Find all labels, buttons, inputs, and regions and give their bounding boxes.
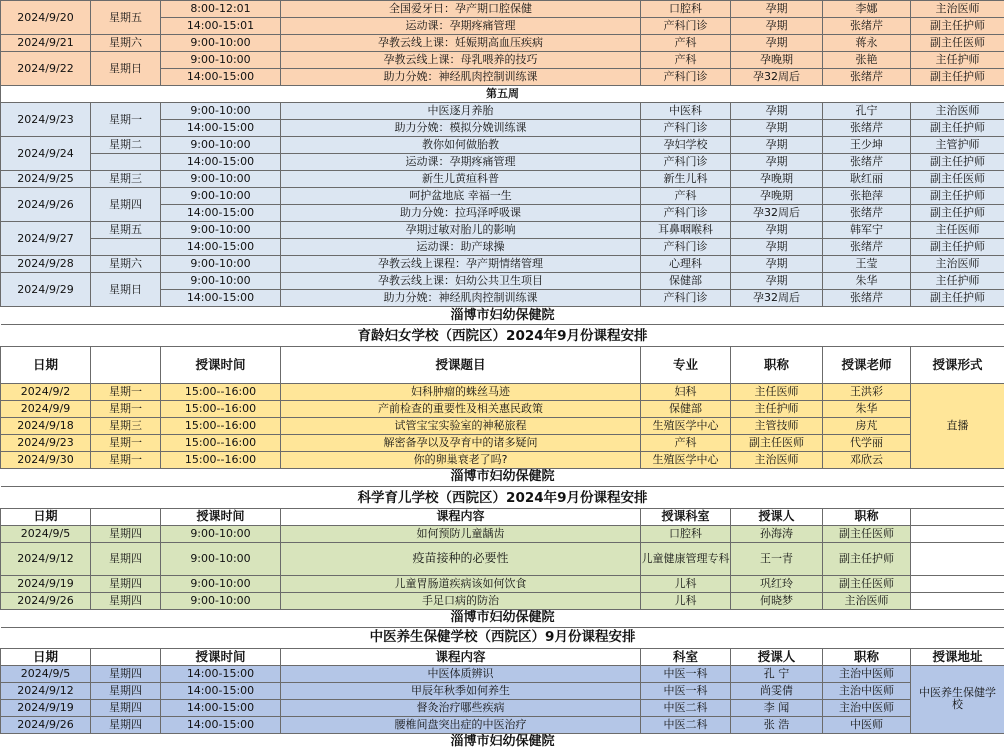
teacher-cell[interactable]: 张绪芹 bbox=[823, 154, 911, 171]
topic-cell[interactable]: 呵护盆地底 幸福一生 bbox=[281, 188, 641, 205]
dept-cell[interactable]: 产科 bbox=[641, 188, 731, 205]
empty-cell[interactable] bbox=[911, 575, 1004, 592]
date-cell[interactable]: 2024/9/27 bbox=[1, 222, 91, 256]
weekday-cell[interactable]: 星期四 bbox=[91, 665, 161, 682]
weekday-cell[interactable]: 星期五 bbox=[91, 222, 161, 239]
dept-cell[interactable]: 儿童健康管理专科 bbox=[641, 542, 731, 575]
stage-cell[interactable]: 孕晚期 bbox=[731, 52, 823, 69]
topic-cell[interactable]: 教你如何做胎教 bbox=[281, 137, 641, 154]
header-rank[interactable]: 职称 bbox=[823, 648, 911, 665]
rank-cell[interactable]: 主治医师 bbox=[731, 451, 823, 468]
stage-cell[interactable]: 孕晚期 bbox=[731, 171, 823, 188]
date-cell[interactable]: 2024/9/24 bbox=[1, 137, 91, 171]
table-row bbox=[1, 256, 1004, 273]
title-cell[interactable]: 主任医师 bbox=[911, 222, 1004, 239]
section-title[interactable]: 育龄妇女学校（西院区）2024年9月份课程安排 bbox=[357, 328, 648, 345]
table-row bbox=[1, 451, 1004, 468]
header-dept[interactable]: 科室 bbox=[641, 648, 731, 665]
content-cell[interactable]: 督灸治疗哪些疾病 bbox=[281, 699, 641, 716]
dept-cell[interactable]: 产科门诊 bbox=[641, 120, 731, 137]
section-title-row bbox=[1, 327, 1004, 346]
major-cell[interactable]: 生殖医学中心 bbox=[641, 451, 731, 468]
empty-cell[interactable] bbox=[911, 592, 1004, 609]
topic-cell[interactable]: 新生儿黄疸科普 bbox=[281, 171, 641, 188]
dept-cell[interactable]: 产科门诊 bbox=[641, 69, 731, 86]
rank-cell[interactable]: 中医师 bbox=[823, 716, 911, 733]
title-cell[interactable]: 主治医师 bbox=[911, 1, 1004, 18]
header-teacher[interactable]: 授课老师 bbox=[823, 346, 911, 383]
header-blank[interactable] bbox=[91, 648, 161, 665]
header-place[interactable]: 授课地址 bbox=[911, 648, 1004, 665]
rank-cell[interactable]: 副主任医师 bbox=[823, 575, 911, 592]
topic-cell[interactable]: 试管宝宝实验室的神秘旅程 bbox=[281, 417, 641, 434]
rank-cell[interactable]: 主治中医师 bbox=[823, 665, 911, 682]
content-cell[interactable]: 儿童胃肠道疾病该如何饮食 bbox=[281, 575, 641, 592]
date-cell[interactable]: 2024/9/26 bbox=[1, 188, 91, 222]
teacher-cell[interactable]: 朱华 bbox=[823, 400, 911, 417]
teacher-cell[interactable]: 张绪芹 bbox=[823, 69, 911, 86]
table-row bbox=[1, 665, 1004, 682]
hospital-band-row bbox=[1, 733, 1004, 750]
date-cell[interactable]: 2024/9/9 bbox=[1, 400, 91, 417]
teacher-cell[interactable]: 孔宁 bbox=[823, 103, 911, 120]
date-cell[interactable]: 2024/9/26 bbox=[1, 716, 91, 733]
header-row bbox=[1, 648, 1004, 665]
time-cell[interactable]: 15:00--16:00 bbox=[161, 417, 281, 434]
header-date[interactable]: 日期 bbox=[1, 346, 91, 383]
topic-cell[interactable]: 产前检查的重要性及相关惠民政策 bbox=[281, 400, 641, 417]
header-row bbox=[1, 508, 1004, 525]
place-cell[interactable]: 中医养生保健学校 bbox=[911, 665, 1004, 733]
weekday-cell[interactable]: 星期五 bbox=[91, 1, 161, 35]
dept-cell[interactable]: 产科门诊 bbox=[641, 154, 731, 171]
teacher-cell[interactable]: 何晓梦 bbox=[731, 592, 823, 609]
rank-cell[interactable]: 主治中医师 bbox=[823, 682, 911, 699]
table-row bbox=[1, 171, 1004, 188]
title-cell[interactable]: 主治医师 bbox=[911, 256, 1004, 273]
stage-cell[interactable]: 孕期 bbox=[731, 256, 823, 273]
teacher-cell[interactable]: 孔 宁 bbox=[731, 665, 823, 682]
weekday-cell[interactable]: 星期一 bbox=[91, 434, 161, 451]
topic-cell[interactable]: 全国爱牙日：孕产期口腔保健 bbox=[281, 1, 641, 18]
date-cell[interactable]: 2024/9/18 bbox=[1, 417, 91, 434]
header-blank[interactable] bbox=[91, 346, 161, 383]
time-cell[interactable]: 14:00-15:00 bbox=[161, 665, 281, 682]
time-cell[interactable]: 9:00-10:00 bbox=[161, 273, 281, 290]
table-row bbox=[1, 273, 1004, 290]
date-cell[interactable]: 2024/9/12 bbox=[1, 682, 91, 699]
stage-cell[interactable]: 孕期 bbox=[731, 222, 823, 239]
header-format[interactable]: 授课形式 bbox=[911, 346, 1004, 383]
dept-cell[interactable]: 中医二科 bbox=[641, 716, 731, 733]
table-row bbox=[1, 137, 1004, 154]
stage-cell[interactable]: 孕32周后 bbox=[731, 205, 823, 222]
week-label[interactable]: 第五周 bbox=[1, 86, 1004, 103]
weekday-cell[interactable]: 星期四 bbox=[91, 188, 161, 222]
title-cell[interactable]: 副主任医师 bbox=[911, 171, 1004, 188]
date-cell[interactable]: 2024/9/23 bbox=[1, 103, 91, 137]
table-row bbox=[1, 716, 1004, 733]
hospital-name[interactable]: 淄博市妇幼保健院 bbox=[1, 307, 1004, 325]
dept-cell[interactable]: 产科门诊 bbox=[641, 18, 731, 35]
time-cell[interactable]: 9:00-10:00 bbox=[161, 575, 281, 592]
teacher-cell[interactable]: 张艳萍 bbox=[823, 188, 911, 205]
time-cell[interactable]: 9:00-10:00 bbox=[161, 171, 281, 188]
hospital-band-row bbox=[1, 609, 1004, 627]
table-row bbox=[1, 1, 1004, 18]
date-cell[interactable]: 2024/9/20 bbox=[1, 1, 91, 35]
dept-cell[interactable]: 口腔科 bbox=[641, 525, 731, 542]
rank-cell[interactable]: 副主任医师 bbox=[823, 525, 911, 542]
teacher-cell[interactable]: 张艳 bbox=[823, 52, 911, 69]
teacher-cell[interactable]: 朱华 bbox=[823, 273, 911, 290]
weekday-cell[interactable]: 星期六 bbox=[91, 35, 161, 52]
weekday-cell-empty[interactable] bbox=[91, 239, 161, 256]
stage-cell[interactable]: 孕期 bbox=[731, 35, 823, 52]
content-cell[interactable]: 甲辰年秋季如何养生 bbox=[281, 682, 641, 699]
topic-cell[interactable]: 运动课：孕期疼痛管理 bbox=[281, 154, 641, 171]
header-time[interactable]: 授课时间 bbox=[161, 346, 281, 383]
table-row bbox=[1, 222, 1004, 239]
rank-cell[interactable]: 主治中医师 bbox=[823, 699, 911, 716]
empty-cell[interactable] bbox=[911, 508, 1004, 525]
time-cell[interactable]: 14:00-15:00 bbox=[161, 154, 281, 171]
rank-cell[interactable]: 主管技师 bbox=[731, 417, 823, 434]
schedule-table-child-school bbox=[0, 489, 1004, 628]
table-row bbox=[1, 682, 1004, 699]
schedule-table-prenatal bbox=[0, 0, 1004, 325]
topic-cell[interactable]: 运动课：孕期疼痛管理 bbox=[281, 18, 641, 35]
section-title[interactable]: 中医养生保健学校（西院区）9月份课程安排 bbox=[369, 629, 636, 646]
date-cell[interactable]: 2024/9/28 bbox=[1, 256, 91, 273]
time-cell[interactable]: 9:00-10:00 bbox=[161, 35, 281, 52]
dept-cell[interactable]: 产科门诊 bbox=[641, 290, 731, 307]
topic-cell[interactable]: 助力分娩：神经肌肉控制训练课 bbox=[281, 69, 641, 86]
table-row bbox=[1, 592, 1004, 609]
title-cell[interactable]: 副主任护师 bbox=[911, 188, 1004, 205]
schedule-table-women-school bbox=[0, 327, 1004, 487]
header-time[interactable]: 授课时间 bbox=[161, 508, 281, 525]
time-cell[interactable]: 14:00-15:00 bbox=[161, 716, 281, 733]
hospital-name[interactable]: 淄博市妇幼保健院 bbox=[1, 609, 1004, 627]
time-cell[interactable]: 14:00-15:00 bbox=[161, 205, 281, 222]
stage-cell[interactable]: 孕期 bbox=[731, 120, 823, 137]
teacher-cell[interactable]: 邓欣云 bbox=[823, 451, 911, 468]
weekday-cell[interactable]: 星期三 bbox=[91, 417, 161, 434]
teacher-cell[interactable]: 张绪芹 bbox=[823, 205, 911, 222]
weekday-cell[interactable]: 星期一 bbox=[91, 451, 161, 468]
weekday-cell[interactable]: 星期三 bbox=[91, 171, 161, 188]
time-cell[interactable]: 9:00-10:00 bbox=[161, 525, 281, 542]
weekday-cell[interactable]: 星期四 bbox=[91, 592, 161, 609]
title-cell[interactable]: 副主任护师 bbox=[911, 120, 1004, 137]
topic-cell[interactable]: 你的卵巢衰老了吗? bbox=[281, 451, 641, 468]
major-cell[interactable]: 生殖医学中心 bbox=[641, 417, 731, 434]
weekday-cell[interactable]: 星期日 bbox=[91, 273, 161, 307]
topic-cell[interactable]: 孕教云线上课：妇幼公共卫生项目 bbox=[281, 273, 641, 290]
date-cell[interactable]: 2024/9/5 bbox=[1, 665, 91, 682]
content-cell[interactable]: 如何预防儿童龋齿 bbox=[281, 525, 641, 542]
stage-cell[interactable]: 孕32周后 bbox=[731, 290, 823, 307]
teacher-cell[interactable]: 房芃 bbox=[823, 417, 911, 434]
date-cell[interactable]: 2024/9/12 bbox=[1, 542, 91, 575]
dept-cell[interactable]: 口腔科 bbox=[641, 1, 731, 18]
stage-cell[interactable]: 孕32周后 bbox=[731, 69, 823, 86]
weekday-cell[interactable]: 星期日 bbox=[91, 52, 161, 86]
header-date[interactable]: 日期 bbox=[1, 508, 91, 525]
topic-cell[interactable]: 解密备孕以及孕育中的诸多疑问 bbox=[281, 434, 641, 451]
dept-cell[interactable]: 中医科 bbox=[641, 103, 731, 120]
stage-cell[interactable]: 孕期 bbox=[731, 273, 823, 290]
teacher-cell[interactable]: 张绪芹 bbox=[823, 18, 911, 35]
schedule-table-tcm-school bbox=[0, 627, 1004, 750]
rank-cell[interactable]: 副主任护师 bbox=[823, 542, 911, 575]
table-row bbox=[1, 103, 1004, 120]
table-row bbox=[1, 699, 1004, 716]
weekday-cell[interactable]: 星期四 bbox=[91, 542, 161, 575]
table-row bbox=[1, 575, 1004, 592]
section-title[interactable]: 科学育儿学校（西院区）2024年9月份课程安排 bbox=[357, 490, 648, 507]
teacher-cell[interactable]: 张绪芹 bbox=[823, 239, 911, 256]
header-content[interactable]: 课程内容 bbox=[281, 508, 641, 525]
major-cell[interactable]: 产科 bbox=[641, 434, 731, 451]
time-cell[interactable]: 9:00-10:00 bbox=[161, 52, 281, 69]
dept-cell[interactable]: 产科 bbox=[641, 52, 731, 69]
stage-cell[interactable]: 孕期 bbox=[731, 239, 823, 256]
date-cell[interactable]: 2024/9/23 bbox=[1, 434, 91, 451]
time-cell[interactable]: 14:00-15:00 bbox=[161, 682, 281, 699]
dept-cell[interactable]: 产科门诊 bbox=[641, 239, 731, 256]
time-cell[interactable]: 14:00-15:00 bbox=[161, 239, 281, 256]
rank-cell[interactable]: 主治医师 bbox=[823, 592, 911, 609]
date-cell[interactable]: 2024/9/21 bbox=[1, 35, 91, 52]
dept-cell[interactable]: 保健部 bbox=[641, 273, 731, 290]
date-cell[interactable]: 2024/9/26 bbox=[1, 592, 91, 609]
topic-cell[interactable]: 孕期过敏对胎儿的影响 bbox=[281, 222, 641, 239]
table-row bbox=[1, 383, 1004, 400]
major-cell[interactable]: 保健部 bbox=[641, 400, 731, 417]
header-rank[interactable]: 职称 bbox=[823, 508, 911, 525]
teacher-cell[interactable]: 李 闻 bbox=[731, 699, 823, 716]
table-row bbox=[1, 542, 1004, 575]
time-cell[interactable]: 15:00--16:00 bbox=[161, 383, 281, 400]
date-cell[interactable]: 2024/9/25 bbox=[1, 171, 91, 188]
table-row bbox=[1, 188, 1004, 205]
date-cell[interactable]: 2024/9/19 bbox=[1, 575, 91, 592]
rank-cell[interactable]: 主任护师 bbox=[731, 400, 823, 417]
title-cell[interactable]: 副主任护师 bbox=[911, 69, 1004, 86]
teacher-cell[interactable]: 张绪芹 bbox=[823, 290, 911, 307]
time-cell[interactable]: 9:00-10:00 bbox=[161, 188, 281, 205]
topic-cell[interactable]: 孕教云线上课：母乳喂养的技巧 bbox=[281, 52, 641, 69]
header-row bbox=[1, 346, 1004, 383]
hospital-band-row bbox=[1, 468, 1004, 486]
table-row bbox=[1, 35, 1004, 52]
weekday-cell[interactable]: 星期一 bbox=[91, 383, 161, 400]
stage-cell[interactable]: 孕晚期 bbox=[731, 188, 823, 205]
table-row bbox=[1, 154, 1004, 171]
hospital-name[interactable]: 淄博市妇幼保健院 bbox=[1, 733, 1004, 750]
time-cell[interactable]: 15:00--16:00 bbox=[161, 434, 281, 451]
title-cell[interactable]: 主管护师 bbox=[911, 137, 1004, 154]
teacher-cell[interactable]: 王莹 bbox=[823, 256, 911, 273]
dept-cell[interactable]: 心理科 bbox=[641, 256, 731, 273]
weekday-cell[interactable]: 星期一 bbox=[91, 103, 161, 137]
title-cell[interactable]: 主治医师 bbox=[911, 103, 1004, 120]
title-cell[interactable]: 副主任护师 bbox=[911, 154, 1004, 171]
table-row bbox=[1, 525, 1004, 542]
hospital-band-row bbox=[1, 307, 1004, 325]
title-cell[interactable]: 主任护师 bbox=[911, 273, 1004, 290]
title-cell[interactable]: 副主任护师 bbox=[911, 239, 1004, 256]
time-cell[interactable]: 9:00-10:00 bbox=[161, 592, 281, 609]
teacher-cell[interactable]: 王一青 bbox=[731, 542, 823, 575]
teacher-cell[interactable]: 尚雯倩 bbox=[731, 682, 823, 699]
weekday-cell[interactable]: 星期二 bbox=[91, 137, 161, 154]
time-cell[interactable]: 14:00-15:00 bbox=[161, 69, 281, 86]
rank-cell[interactable]: 副主任医师 bbox=[731, 434, 823, 451]
header-rank[interactable]: 职称 bbox=[731, 346, 823, 383]
table-row bbox=[1, 434, 1004, 451]
dept-cell[interactable]: 儿科 bbox=[641, 592, 731, 609]
header-content[interactable]: 课程内容 bbox=[281, 648, 641, 665]
time-cell[interactable]: 15:00--16:00 bbox=[161, 451, 281, 468]
header-topic[interactable]: 授课题目 bbox=[281, 346, 641, 383]
title-cell[interactable]: 副主任医师 bbox=[911, 35, 1004, 52]
teacher-cell[interactable]: 韩军宁 bbox=[823, 222, 911, 239]
table-row bbox=[1, 400, 1004, 417]
date-cell[interactable]: 2024/9/30 bbox=[1, 451, 91, 468]
time-cell[interactable]: 9:00-10:00 bbox=[161, 256, 281, 273]
title-cell[interactable]: 副主任护师 bbox=[911, 205, 1004, 222]
teacher-cell[interactable]: 张 浩 bbox=[731, 716, 823, 733]
dept-cell[interactable]: 产科门诊 bbox=[641, 205, 731, 222]
hospital-name[interactable]: 淄博市妇幼保健院 bbox=[1, 468, 1004, 486]
header-dept[interactable]: 授课科室 bbox=[641, 508, 731, 525]
empty-cell[interactable] bbox=[911, 525, 1004, 542]
dept-cell[interactable]: 中医一科 bbox=[641, 682, 731, 699]
header-time[interactable]: 授课时间 bbox=[161, 648, 281, 665]
table-row bbox=[1, 417, 1004, 434]
time-cell[interactable]: 15:00--16:00 bbox=[161, 400, 281, 417]
teacher-cell[interactable]: 王少坤 bbox=[823, 137, 911, 154]
topic-cell[interactable]: 助力分娩：神经肌肉控制训练课 bbox=[281, 290, 641, 307]
header-major[interactable]: 专业 bbox=[641, 346, 731, 383]
teacher-cell[interactable]: 张绪芹 bbox=[823, 120, 911, 137]
stage-cell[interactable]: 孕期 bbox=[731, 1, 823, 18]
weekday-cell[interactable]: 星期一 bbox=[91, 400, 161, 417]
weekday-cell[interactable]: 星期六 bbox=[91, 256, 161, 273]
dept-cell[interactable]: 耳鼻咽喉科 bbox=[641, 222, 731, 239]
empty-cell[interactable] bbox=[911, 542, 1004, 575]
teacher-cell[interactable]: 孙海涛 bbox=[731, 525, 823, 542]
teacher-cell[interactable]: 代学丽 bbox=[823, 434, 911, 451]
teacher-cell[interactable]: 王洪彩 bbox=[823, 383, 911, 400]
title-cell[interactable]: 副主任护师 bbox=[911, 18, 1004, 35]
topic-cell[interactable]: 孕教云线上课：妊娠期高血压疾病 bbox=[281, 35, 641, 52]
header-blank[interactable] bbox=[91, 508, 161, 525]
time-cell[interactable]: 14:00-15:01 bbox=[161, 18, 281, 35]
content-cell[interactable]: 中医体质辨识 bbox=[281, 665, 641, 682]
date-cell[interactable]: 2024/9/5 bbox=[1, 525, 91, 542]
date-cell[interactable]: 2024/9/29 bbox=[1, 273, 91, 307]
topic-cell[interactable]: 助力分娩：拉玛泽呼吸课 bbox=[281, 205, 641, 222]
weekday-cell[interactable]: 星期四 bbox=[91, 575, 161, 592]
weekday-cell[interactable]: 星期四 bbox=[91, 716, 161, 733]
format-cell[interactable]: 直播 bbox=[911, 383, 1004, 468]
topic-cell[interactable]: 孕教云线上课程：孕产期情绪管理 bbox=[281, 256, 641, 273]
teacher-cell[interactable]: 巩红玲 bbox=[731, 575, 823, 592]
stage-cell[interactable]: 孕期 bbox=[731, 137, 823, 154]
major-cell[interactable]: 妇科 bbox=[641, 383, 731, 400]
section-title-row bbox=[1, 489, 1004, 508]
section-title-row bbox=[1, 627, 1004, 648]
dept-cell[interactable]: 新生儿科 bbox=[641, 171, 731, 188]
weekday-cell-empty[interactable] bbox=[91, 154, 161, 171]
topic-cell[interactable]: 妇科肿瘤的蛛丝马迹 bbox=[281, 383, 641, 400]
header-teacher[interactable]: 授课人 bbox=[731, 508, 823, 525]
stage-cell[interactable]: 孕期 bbox=[731, 103, 823, 120]
time-cell[interactable]: 14:00-15:00 bbox=[161, 120, 281, 137]
topic-cell[interactable]: 中医逐月养胎 bbox=[281, 103, 641, 120]
weekday-cell[interactable]: 星期四 bbox=[91, 525, 161, 542]
dept-cell[interactable]: 产科 bbox=[641, 35, 731, 52]
content-cell[interactable]: 疫苗接种的必要性 bbox=[281, 542, 641, 575]
weekday-cell[interactable]: 星期四 bbox=[91, 699, 161, 716]
time-cell[interactable]: 9:00-10:00 bbox=[161, 542, 281, 575]
dept-cell[interactable]: 儿科 bbox=[641, 575, 731, 592]
header-teacher[interactable]: 授课人 bbox=[731, 648, 823, 665]
topic-cell[interactable]: 助力分娩：模拟分娩训练课 bbox=[281, 120, 641, 137]
stage-cell[interactable]: 孕期 bbox=[731, 154, 823, 171]
time-cell[interactable]: 8:00-12:01 bbox=[161, 1, 281, 18]
title-cell[interactable]: 副主任护师 bbox=[911, 290, 1004, 307]
time-cell[interactable]: 9:00-10:00 bbox=[161, 137, 281, 154]
time-cell[interactable]: 14:00-15:00 bbox=[161, 699, 281, 716]
week-label-row bbox=[1, 86, 1004, 103]
table-row bbox=[1, 239, 1004, 256]
teacher-cell[interactable]: 李娜 bbox=[823, 1, 911, 18]
rank-cell[interactable]: 主任医师 bbox=[731, 383, 823, 400]
topic-cell[interactable]: 运动课：助产球操 bbox=[281, 239, 641, 256]
header-date[interactable]: 日期 bbox=[1, 648, 91, 665]
date-cell[interactable]: 2024/9/2 bbox=[1, 383, 91, 400]
time-cell[interactable]: 9:00-10:00 bbox=[161, 103, 281, 120]
dept-cell[interactable]: 中医一科 bbox=[641, 665, 731, 682]
time-cell[interactable]: 14:00-15:00 bbox=[161, 290, 281, 307]
table-row bbox=[1, 52, 1004, 69]
date-cell[interactable]: 2024/9/22 bbox=[1, 52, 91, 86]
stage-cell[interactable]: 孕期 bbox=[731, 18, 823, 35]
weekday-cell[interactable]: 星期四 bbox=[91, 682, 161, 699]
content-cell[interactable]: 手足口病的防治 bbox=[281, 592, 641, 609]
title-cell[interactable]: 主任护师 bbox=[911, 52, 1004, 69]
dept-cell[interactable]: 中医二科 bbox=[641, 699, 731, 716]
content-cell[interactable]: 腰椎间盘突出症的中医治疗 bbox=[281, 716, 641, 733]
teacher-cell[interactable]: 耿红丽 bbox=[823, 171, 911, 188]
date-cell[interactable]: 2024/9/19 bbox=[1, 699, 91, 716]
time-cell[interactable]: 9:00-10:00 bbox=[161, 222, 281, 239]
teacher-cell[interactable]: 蒋永 bbox=[823, 35, 911, 52]
dept-cell[interactable]: 孕妇学校 bbox=[641, 137, 731, 154]
